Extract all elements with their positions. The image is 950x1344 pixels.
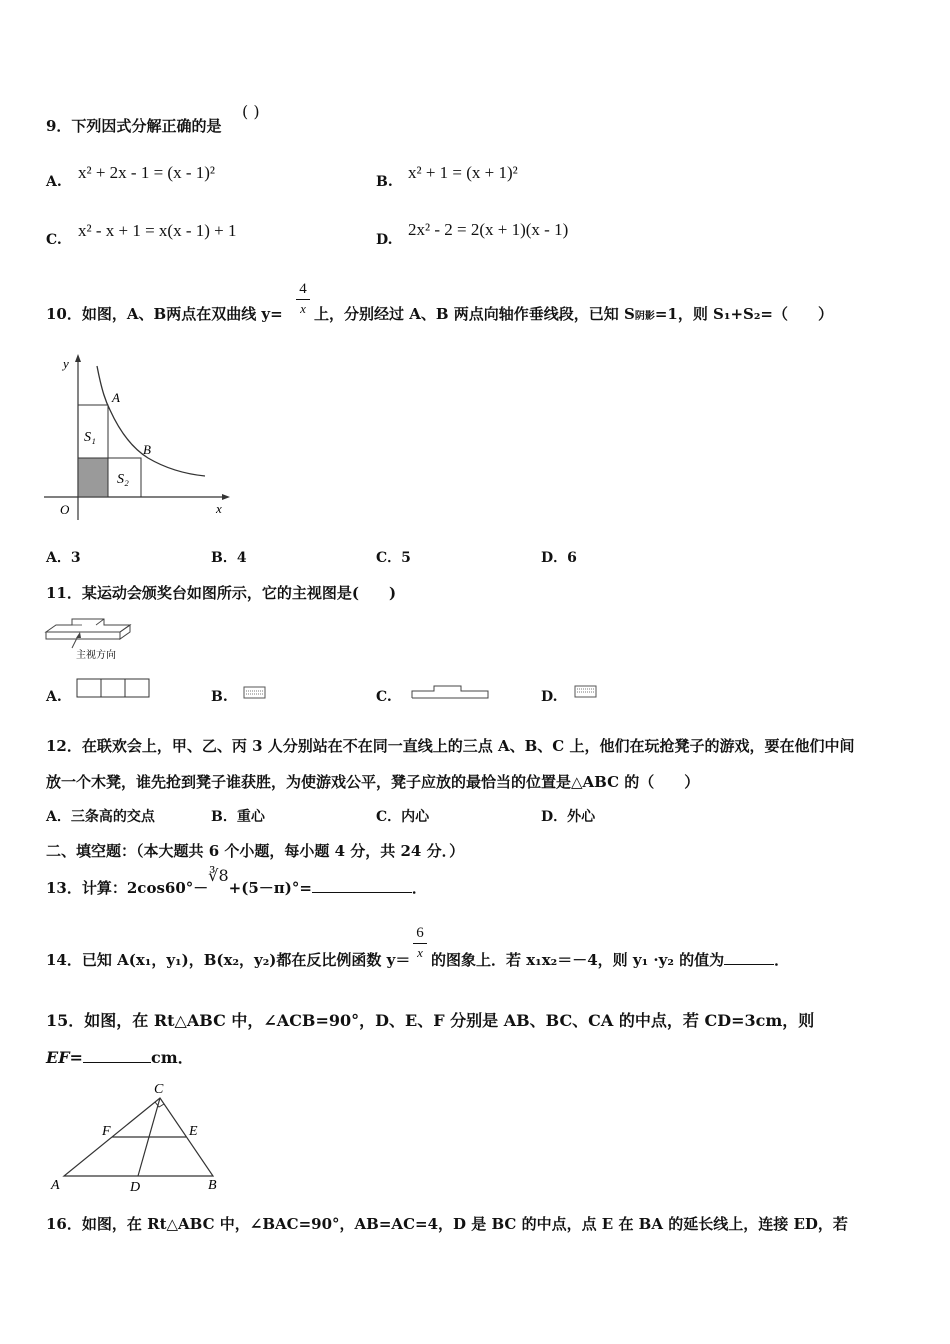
q10-label-o: O — [60, 502, 70, 517]
q9-option-b-label: B. — [376, 174, 393, 190]
section-2-heading: 二、填空题：（本大题共 6 个小题，每小题 4 分，共 24 分．） — [46, 842, 465, 860]
q15-label-b: B — [208, 1178, 217, 1193]
q13-stem-a: 13．计算：2cos60°－ — [46, 879, 209, 897]
q10-label-s1: S₁ — [84, 430, 96, 445]
q11-option-d-label: D. — [541, 689, 558, 705]
q10-shadow-sub: 阴影 — [634, 311, 655, 322]
q10-x-arrow — [222, 494, 230, 500]
q13-stem — [46, 866, 427, 898]
q15-label-e: E — [189, 1124, 198, 1139]
q15-line-2 — [46, 1045, 194, 1068]
q11-stem: 11．某运动会颁奖台如图所示，它的主视图是( ) — [46, 584, 397, 602]
q10-option-b: B．4 — [211, 550, 247, 566]
q14-stem-b: 的图象上．若 x₁x₂＝－4，则 y₁ ·y₂ 的值为 — [431, 951, 725, 969]
q11-option-a-label: A. — [46, 689, 62, 705]
q10-stem-c: =1，则 S₁+S₂=（ ） — [654, 305, 833, 323]
q11-option-b-figure — [243, 686, 267, 700]
q15-label-f: F — [102, 1124, 111, 1139]
q9-option-c-expr: x² - x + 1 = x(x - 1) + 1 — [78, 221, 237, 240]
q14-answer-blank[interactable] — [724, 964, 774, 965]
q14-end: ． — [774, 951, 790, 969]
q10-label-y: y — [63, 356, 69, 371]
q10-label-b: B — [143, 442, 151, 457]
q10-shaded-rect — [78, 458, 108, 497]
q10-stem-b — [314, 303, 833, 324]
q10-frac-den: x — [300, 301, 306, 316]
q11-option-a-figure — [76, 678, 151, 700]
q15-label-a: A — [51, 1178, 60, 1193]
q9-option-b-expr: x² + 1 = (x + 1)² — [408, 163, 518, 182]
q13-end: ． — [411, 879, 427, 897]
q15-answer-blank[interactable] — [83, 1062, 151, 1063]
q10-option-a: A．3 — [46, 550, 81, 566]
q12-option-b: B．重心 — [211, 809, 265, 825]
q11-figure-caption: 主视方向 — [76, 650, 116, 661]
q9-stem: 9．下列因式分解正确的是 — [46, 117, 222, 135]
q11-podium-side — [120, 625, 130, 639]
q10-stem-b-text: 上，分别经过 A、B 两点向轴作垂线段，已知 S — [314, 305, 635, 323]
q13-stem-b: +(5－π)°= — [228, 879, 312, 897]
q15-label-c: C — [154, 1082, 164, 1097]
q11-option-c-figure — [410, 684, 492, 700]
q13-answer-blank[interactable] — [312, 892, 412, 893]
q11-option-b-label: B. — [211, 689, 228, 705]
q9-option-a-label: A. — [46, 174, 62, 190]
q9-option-d-label: D. — [376, 232, 393, 248]
q15-unit: cm． — [150, 1048, 194, 1067]
q11-option-c-label: C. — [376, 689, 392, 705]
q14-fraction — [413, 925, 427, 961]
q14-stem-b-wrap — [431, 949, 789, 970]
q9-option-d-expr: 2x² - 2 = 2(x + 1)(x - 1) — [408, 220, 569, 239]
q10-label-x: x — [216, 501, 222, 516]
q11-podium-front — [46, 632, 120, 639]
q11-option-d-figure — [574, 685, 598, 699]
q16-line-1: 16．如图，在 Rt△ABC 中，∠BAC=90°，AB=AC=4，D 是 BC 的中点，点 E 在 BA 的延长线上，连接 ED，若 — [46, 1215, 848, 1233]
q14-frac-den: x — [417, 945, 423, 960]
q10-figure — [40, 352, 240, 522]
q14-stem-a: 14．已知 A(x₁，y₁)，B(x₂，y₂)都在反比例函数 y＝ — [46, 951, 411, 969]
q10-frac-num: 4 — [299, 281, 307, 297]
q15-line-1: 15．如图，在 Rt△ABC 中，∠ACB=90°，D、E、F 分别是 AB、BC、CA 的中点，若 CD=3cm，则 — [46, 1011, 815, 1030]
q15-figure — [46, 1076, 221, 1194]
q10-label-s2: S₂ — [117, 472, 129, 487]
q10-stem-a: 10．如图，A、B两点在双曲线 y= — [46, 305, 283, 323]
q13-cube-root: ∛8 — [208, 866, 229, 885]
q10-option-d: D．6 — [541, 550, 577, 566]
q9-option-a-expr: x² + 2x - 1 = (x - 1)² — [78, 163, 216, 182]
q11-podium-top — [46, 619, 130, 632]
q15-label-d: D — [130, 1180, 141, 1194]
q10-label-a: A — [112, 390, 120, 405]
q12-line-1: 12．在联欢会上，甲、乙、丙 3 人分别站在不在同一直线上的三点 A、B、C 上，他们在玩抢凳子的游戏，要在他们中间 — [46, 737, 855, 755]
q12-option-c: C．内心 — [376, 809, 430, 825]
q10-hyperbola — [97, 366, 205, 476]
q10-option-c: C．5 — [376, 550, 411, 566]
q12-line-2: 放一个木凳，谁先抢到凳子谁获胜，为使游戏公平，凳子应放的最恰当的位置是△ABC 的（ ） — [46, 773, 700, 791]
q14-frac-bar — [413, 943, 427, 944]
q9-paren: ( ) — [242, 102, 260, 121]
q12-option-a: A．三条高的交点 — [46, 809, 155, 825]
q10-frac-bar — [296, 299, 310, 300]
q10-fraction — [296, 281, 310, 317]
q15-ef-label: EF= — [46, 1048, 83, 1067]
q11-podium-figure — [42, 614, 137, 662]
q14-frac-num: 6 — [416, 925, 424, 941]
q10-y-arrow — [75, 354, 81, 362]
q12-option-d: D．外心 — [541, 809, 596, 825]
q9-option-c-label: C. — [46, 232, 62, 248]
